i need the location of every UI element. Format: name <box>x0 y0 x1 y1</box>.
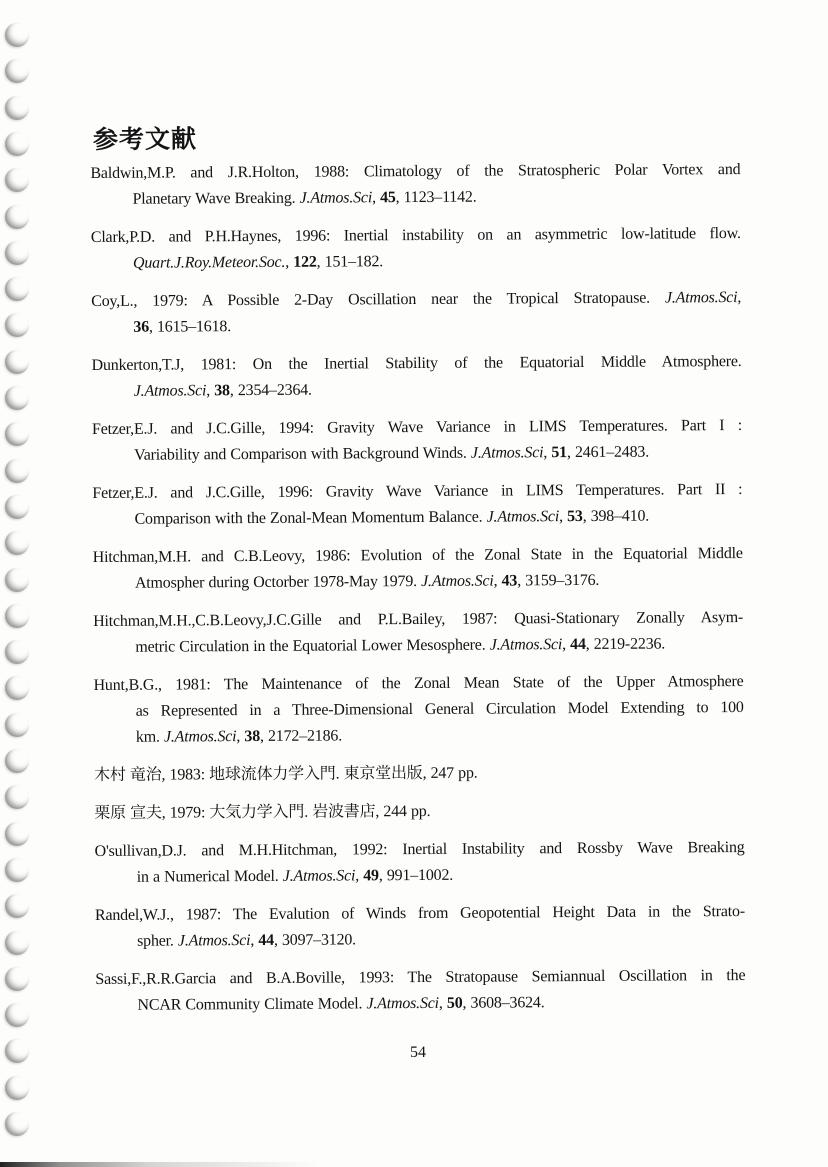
binding-hole <box>5 96 29 120</box>
binding-hole <box>5 1076 29 1100</box>
volume-number: 43 <box>501 572 518 590</box>
reference-text: , <box>562 636 571 654</box>
reference-line <box>93 669 743 699</box>
reference-text: O'sullivan,D.J. and M.H.Hitchman, 1992: Inertial Instability and Rossby Wave Breaking <box>94 839 745 860</box>
reference-text: Hitchman,M.H.,C.B.Leovy,J.C.Gille and P.L.Bailey, 1987: Quasi-Stationary Zonally Asym- <box>93 609 744 630</box>
reference-line <box>136 695 744 725</box>
reference-entry <box>95 899 745 955</box>
scan-edge-artifact <box>0 1162 320 1167</box>
reference-line <box>94 759 744 789</box>
binding-hole <box>5 59 29 83</box>
journal-name: J.Atmos.Sci <box>163 728 237 746</box>
reference-text: , <box>371 189 381 207</box>
reference-text: as Represented in a Three-Dimensional General Circulation Model Extending to 100 <box>135 699 744 720</box>
reference-text: , 151–182. <box>316 253 384 271</box>
journal-name: J.Atmos.Sci <box>177 932 251 950</box>
reference-line <box>134 439 742 469</box>
binding-hole <box>5 459 29 483</box>
volume-number: 44 <box>258 931 275 949</box>
binding-hole <box>5 23 29 47</box>
reference-line <box>90 157 740 187</box>
reference-text: Fetzer,E.J. and J.C.Gille, 1994: Gravity Wave Variance in LIMS Temperatures. Part I : <box>91 417 743 438</box>
reference-text: 栗原 宣夫, 1979: 大気力学入門. 岩波書店, 244 pp. <box>94 802 431 822</box>
binding-hole <box>5 1112 29 1136</box>
reference-entry <box>92 413 742 469</box>
reference-text: Comparison with the Zonal-Mean Momentum Balance. <box>134 508 487 528</box>
reference-list <box>90 157 745 1031</box>
reference-line <box>137 861 745 891</box>
reference-text: , 3608–3624. <box>462 994 545 1012</box>
reference-text: , <box>559 508 568 526</box>
reference-text: Hitchman,M.H. and C.B.Leovy, 1986: Evolution of the Zonal State in the Equatorial Middle <box>92 545 743 566</box>
binding-hole <box>5 967 29 991</box>
reference-text: Coy,L., 1979: A Possible 2-Day Oscillation near the Tropical Stratopause. <box>91 289 665 310</box>
page-number: 54 <box>410 1044 426 1061</box>
reference-text: Planetary Wave Breaking. <box>132 189 300 208</box>
volume-number: 53 <box>567 507 583 526</box>
reference-line <box>136 721 744 751</box>
journal-name: J.Atmos.Sci <box>282 867 356 885</box>
binding-hole <box>5 568 29 592</box>
reference-line <box>92 413 742 443</box>
reference-text: , <box>236 728 245 746</box>
reference-entry <box>91 285 741 341</box>
binding-hole <box>5 822 29 846</box>
reference-text: spher. <box>137 932 178 950</box>
reference-text: Hunt,B.G., 1981: The Maintenance of the Zonal Mean State of the Upper Atmosphere <box>93 673 744 694</box>
reference-text: metric Circulation in the Equatorial Lower Mesosphere. <box>135 636 490 656</box>
reference-entry <box>94 797 744 827</box>
reference-line <box>92 349 742 379</box>
volume-number: 49 <box>363 867 379 885</box>
reference-entry <box>92 477 742 533</box>
reference-text: NCAR Community Climate Model. <box>137 995 367 1014</box>
binding-hole <box>5 168 29 192</box>
volume-number: 36 <box>133 318 150 336</box>
volume-number: 38 <box>244 727 261 746</box>
binding-hole <box>5 1003 29 1027</box>
reference-line <box>133 311 741 341</box>
volume-number: 45 <box>379 189 396 207</box>
reference-line <box>134 503 742 533</box>
reference-text: , 1615–1618. <box>148 318 232 336</box>
binding-hole <box>5 713 29 737</box>
reference-text: Dunkerton,T.J, 1981: On the Inertial Stability of the Equatorial Middle Atmosphere. <box>91 353 742 374</box>
volume-number: 122 <box>293 253 317 271</box>
reference-text: , 2354–2364. <box>229 381 312 400</box>
reference-text: , 3159–3176. <box>517 571 600 590</box>
binding-hole <box>5 132 29 156</box>
reference-entry <box>93 605 743 661</box>
reference-entry <box>90 157 740 213</box>
reference-text: Variability and Comparison with Background Winds. <box>134 444 471 464</box>
binding-hole <box>5 785 29 809</box>
volume-number: 38 <box>214 382 230 400</box>
volume-number: 44 <box>570 635 586 654</box>
binding-hole <box>5 858 29 882</box>
reference-entry <box>93 541 743 597</box>
journal-name: J.Atmos.Sci <box>366 994 439 1013</box>
reference-entry <box>91 221 741 277</box>
binding-hole <box>5 604 29 628</box>
volume-number: 51 <box>551 444 568 462</box>
journal-name: J.Atmos.Sci <box>133 382 207 400</box>
references-heading: 参考文献 <box>92 126 198 154</box>
binding-hole <box>5 350 29 374</box>
journal-name: J.Atmos.Sci <box>489 636 563 654</box>
binding-hole <box>5 676 29 700</box>
reference-text: Atmospher during Octorber 1978-May 1979. <box>134 572 422 592</box>
reference-line <box>95 899 745 929</box>
binding-hole <box>5 640 29 664</box>
binding-hole <box>5 1039 29 1063</box>
binding-hole <box>5 422 29 446</box>
binding-hole <box>5 241 29 265</box>
reference-text: , 2219-2236. <box>585 635 666 653</box>
reference-text: , <box>737 289 742 307</box>
reference-line <box>95 963 745 993</box>
binding-hole <box>5 894 29 918</box>
reference-text: , 2172–2186. <box>259 727 343 745</box>
journal-name: J.Atmos.Sci <box>470 444 544 462</box>
reference-line <box>135 567 743 597</box>
journal-name: J.Atmos.Sci <box>299 189 373 207</box>
reference-text: , 398–410. <box>582 507 650 525</box>
binding-hole <box>5 386 29 410</box>
reference-line <box>135 631 743 661</box>
reference-line <box>137 989 745 1019</box>
reference-text: , <box>206 382 215 400</box>
reference-text: Sassi,F.,R.R.Garcia and B.A.Boville, 1993: The Stratopause Semiannual Oscillation in the <box>95 967 746 988</box>
reference-entry <box>94 759 744 789</box>
reference-line <box>134 375 742 405</box>
reference-entry <box>92 349 742 405</box>
reference-text: , <box>438 994 447 1012</box>
reference-line <box>94 835 744 865</box>
binding-hole <box>5 205 29 229</box>
reference-entry <box>93 669 743 751</box>
journal-name: J.Atmos.Sci <box>486 508 560 526</box>
reference-text: Randel,W.J., 1987: The Evalution of Winds from Geopotential Height Data in the Strato- <box>94 903 745 924</box>
reference-text: Clark,P.D. and P.H.Haynes, 1996: Inertial instability on an asymmetric low-latitude flow. <box>90 225 741 246</box>
reference-text: Fetzer,E.J. and J.C.Gille, 1996: Gravity Wave Variance in LIMS Temperatures. Part II : <box>92 481 743 502</box>
reference-text: , 2461–2483. <box>566 443 650 462</box>
reference-text: , <box>543 444 552 462</box>
journal-name: J.Atmos.Sci <box>664 289 738 307</box>
reference-text: Baldwin,M.P. and J.R.Holton, 1988: Climatology of the Stratospheric Polar Vortex and <box>90 161 741 182</box>
binding-hole <box>5 931 29 955</box>
binding-hole <box>5 531 29 555</box>
reference-line <box>133 247 741 277</box>
reference-text: , <box>250 931 259 950</box>
reference-text: , <box>285 253 294 271</box>
binding-hole <box>5 749 29 773</box>
reference-line <box>94 797 744 827</box>
reference-text: , 3097–3120. <box>273 931 357 949</box>
journal-name: Quart.J.Roy.Meteor.Soc. <box>132 253 286 272</box>
reference-text: , 1123–1142. <box>395 188 477 207</box>
reference-line <box>137 925 745 955</box>
reference-text: in a Numerical Model. <box>136 867 283 886</box>
reference-line <box>93 605 743 635</box>
reference-text: , <box>493 572 502 590</box>
volume-number: 50 <box>446 994 463 1012</box>
reference-line <box>93 541 743 571</box>
reference-entry <box>95 963 745 1019</box>
reference-line <box>91 221 741 251</box>
reference-line <box>133 183 741 213</box>
reference-line <box>91 285 741 315</box>
journal-name: J.Atmos.Sci <box>421 572 494 590</box>
reference-entry <box>94 835 744 891</box>
reference-text: , 991–1002. <box>378 866 454 885</box>
reference-text: 木村 竜治, 1983: 地球流体力学入門. 東京堂出版, 247 pp. <box>94 764 478 784</box>
binding-hole <box>5 277 29 301</box>
binding-hole <box>5 495 29 519</box>
reference-text: km. <box>135 728 164 746</box>
binding-hole <box>5 313 29 337</box>
reference-text: , <box>355 867 364 885</box>
reference-line <box>92 477 742 507</box>
binding-strip <box>0 0 44 1167</box>
